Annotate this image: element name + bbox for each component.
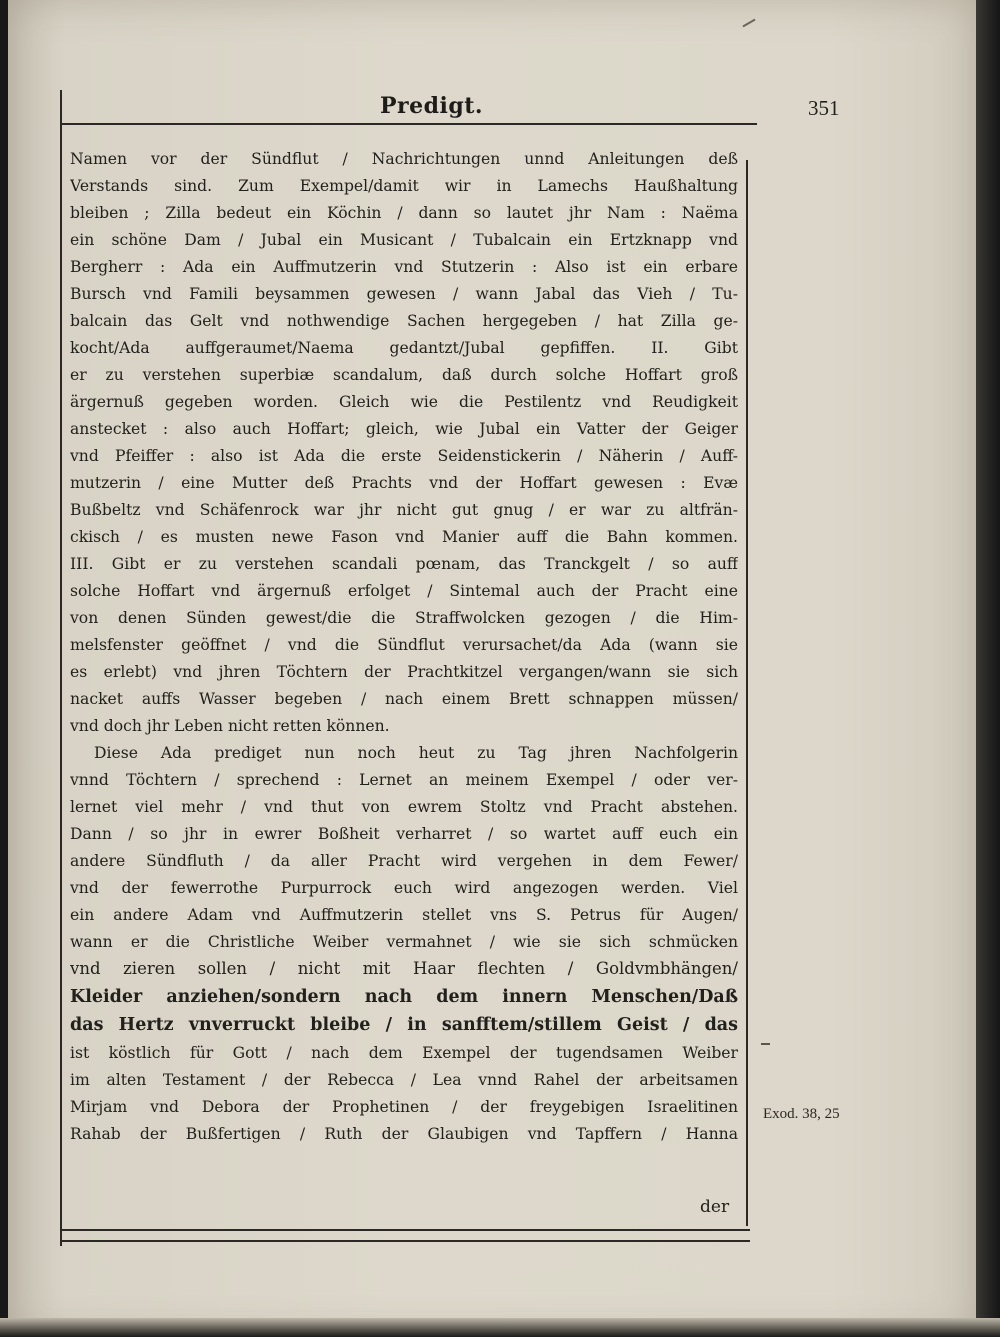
text-line: ckisch / es musten newe Fason vnd Manier auff die Bahn kommen. [70,528,738,546]
text-line: Namen vor der Sündflut / Nachrichtungen unnd Anleitungen deß [70,150,738,168]
text-line: mutzerin / eine Mutter deß Prachts vnd der Hoffart gewesen : Evæ [70,474,738,492]
text-line: Bergherr : Ada ein Auffmutzerin vnd Stutzerin : Also ist ein erbare [70,258,738,276]
text-line: Dann / so jhr in ewrer Boßheit verharret / so wartet auff euch ein [70,825,738,843]
text-line: ein andere Adam vnd Auffmutzerin stellet vns S. Petrus für Augen/ [70,906,738,924]
bottom-frame-rule [60,1229,750,1231]
text-line: vnd Pfeiffer : also ist Ada die erste Seidenstickerin / Näherin / Auff- [70,447,738,465]
text-line: III. Gibt er zu verstehen scandali pœnam, das Tranckgelt / so auff [70,555,738,573]
text-line: Kleider anziehen/sondern nach dem innern Menschen/Daß [70,987,738,1007]
text-line: solche Hoffart vnd ärgernuß erfolget / Sintemal auch der Pracht eine [70,582,738,600]
page-edge-right [976,0,1000,1337]
text-line: anstecket : also auch Hoffart; gleich, wie Jubal ein Vatter der Geiger [70,420,738,438]
text-line: Bußbeltz vnd Schäfenrock war jhr nicht gut gnug / er war zu altfrän- [70,501,738,519]
text-line: Bursch vnd Famili beysammen gewesen / wann Jabal das Vieh / Tu- [70,285,738,303]
running-header: Predigt. [380,93,484,119]
page-edge-bottom [0,1318,1000,1337]
text-line: vnnd Töchtern / sprechend : Lernet an meinem Exempel / oder ver- [70,771,738,789]
text-line: im alten Testament / der Rebecca / Lea vnnd Rahel der arbeitsamen [70,1071,738,1089]
text-line: von denen Sünden gewest/die die Straffwolcken gezogen / die Him- [70,609,738,627]
text-line: nacket auffs Wasser begeben / nach einem Brett schnappen müssen/ [70,690,738,708]
text-line: melsfenster geöffnet / vnd die Sündflut verursachet/da Ada (wann sie [70,636,738,654]
margin-dash [761,1043,770,1045]
text-line: andere Sündfluth / da aller Pracht wird vergehen in dem Fewer/ [70,852,738,870]
text-line: ärgernuß gegeben worden. Gleich wie die Pestilentz vnd Reudigkeit [70,393,738,411]
catchword: der [700,1197,730,1217]
text-line: lernet viel mehr / vnd thut von ewrem Stoltz vnd Pracht abstehen. [70,798,738,816]
text-line: kocht/Ada auffgeraumet/Naema gedantzt/Jubal gepfiffen. II. Gibt [70,339,738,357]
margin-reference: Exod. 38, 25 [763,1106,840,1122]
text-line: Rahab der Bußfertigen / Ruth der Glaubigen vnd Tapffern / Hanna [70,1125,738,1143]
text-line: ist köstlich für Gott / nach dem Exempel der tugendsamen Weiber [70,1044,738,1062]
text-line: balcain das Gelt vnd nothwendige Sachen hergegeben / hat Zilla ge- [70,312,738,330]
text-line: Mirjam vnd Debora der Prophetinen / der freygebigen Israelitinen [70,1098,738,1116]
text-line: das Hertz vnverruckt bleibe / in sanfftem/stillem Geist / das [70,1015,738,1035]
bottom-frame-rule-lower [60,1240,750,1242]
text-line: es erlebt) vnd jhren Töchtern der Prachtkitzel vergangen/wann sie sich [70,663,738,681]
text-line: ein schöne Dam / Jubal ein Musicant / Tubalcain ein Ertzknapp vnd [70,231,738,249]
text-line: vnd der fewerrothe Purpurrock euch wird angezogen werden. Viel [70,879,738,897]
text-line: vnd doch jhr Leben nicht retten können. [70,717,390,735]
text-line: Verstands sind. Zum Exempel/damit wir in Lamechs Haußhaltung [70,177,738,195]
header-rule [60,123,757,125]
text-line: vnd zieren sollen / nicht mit Haar flechten / Goldvmbhängen/ [70,959,738,978]
right-frame-rule [746,160,748,1226]
text-line: bleiben ; Zilla bedeut ein Köchin / dann so lautet jhr Nam : Naëma [70,204,738,222]
text-line: er zu verstehen superbiæ scandalum, daß durch solche Hoffart groß [70,366,738,384]
left-frame-rule [60,90,62,1246]
text-line: Diese Ada prediget nun noch heut zu Tag jhren Nachfolgerin [94,744,738,762]
page-number: 351 [808,96,840,120]
text-line: wann er die Christliche Weiber vermahnet / wie sie sich schmücken [70,933,738,951]
